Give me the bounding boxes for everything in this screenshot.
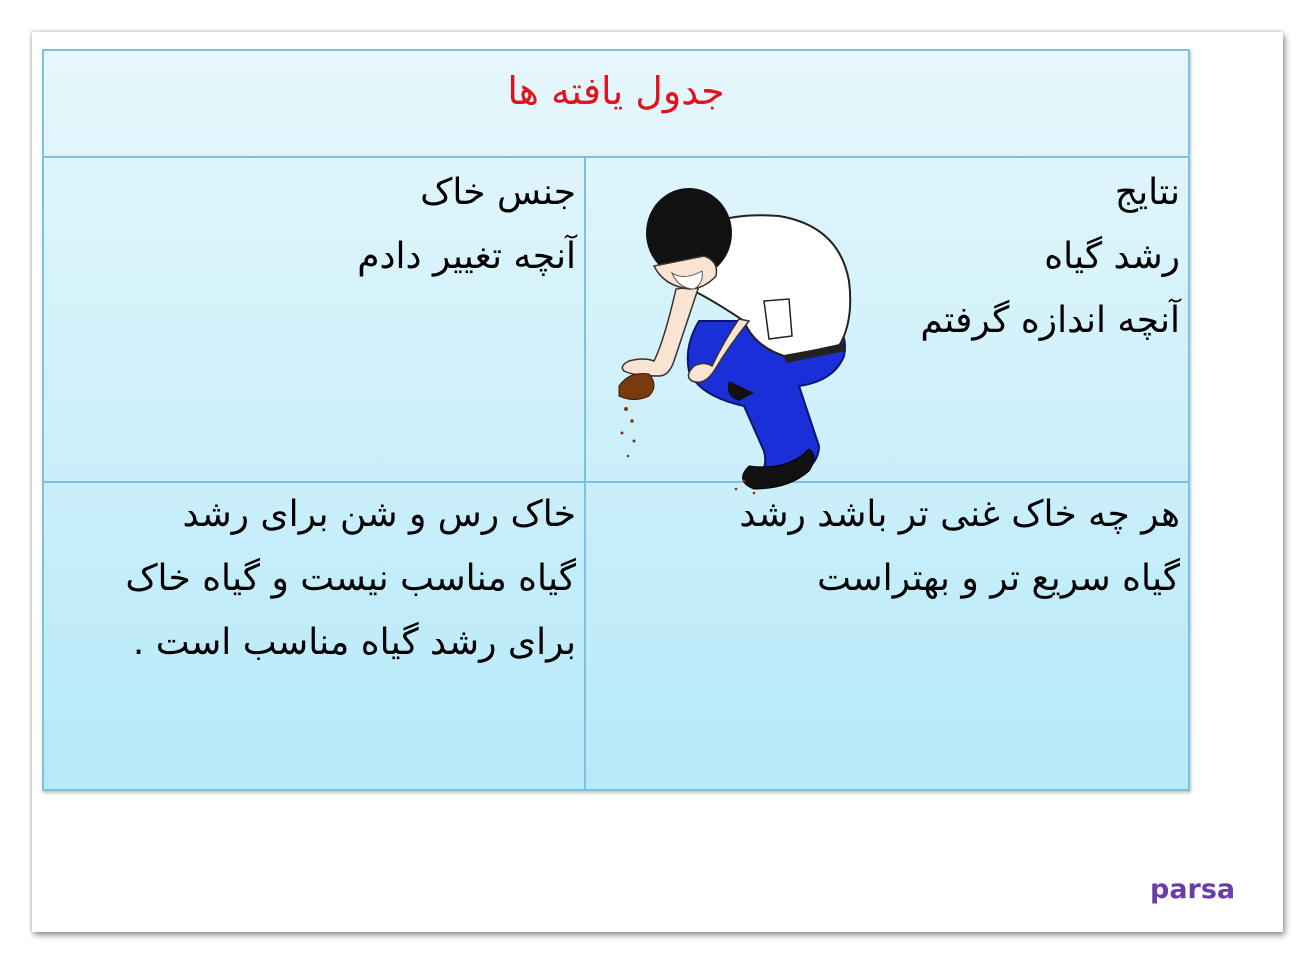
cell-results: نتایج رشد گیاه آنچه اندازه گرفتم (920, 172, 1180, 341)
table-title: جدول یافته ها (507, 69, 725, 113)
cell-explanation: خاک رس و شن برای رشد گیاه مناسب نیست و گیاه خاک برای رشد گیاه مناسب است . (125, 494, 576, 663)
cell-conclusion: هر چه خاک غنی تر باشد رشد گیاه سریع تر و بهتراست (739, 494, 1180, 599)
findings-table (42, 49, 1190, 791)
parsa-logo: parsa (1150, 874, 1236, 905)
slide (32, 32, 1283, 932)
table-divider-vertical (584, 156, 586, 791)
table-divider-horizontal-1 (44, 156, 1188, 158)
crouching-boy-soil-illustration (604, 171, 894, 501)
cell-variable: جنس خاک آنچه تغییر دادم (357, 172, 576, 277)
